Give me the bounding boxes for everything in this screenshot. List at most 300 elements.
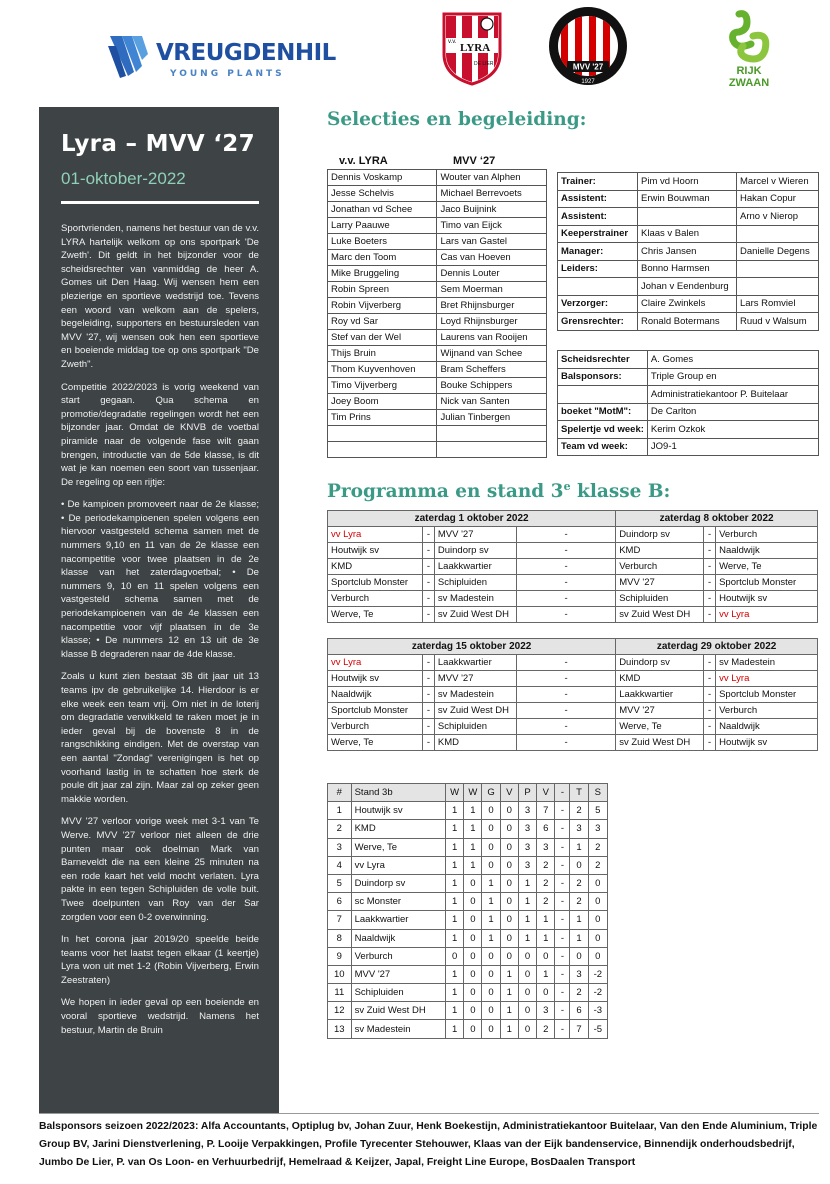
fixture-dash: -: [422, 591, 434, 607]
standings-value: 0: [482, 820, 500, 838]
fixture-dash: -: [516, 543, 615, 559]
fixture-dash: -: [704, 527, 716, 543]
staff-away: Lars Romviel: [737, 295, 819, 313]
fixture-team: Houtwijk sv: [716, 735, 818, 751]
standings-team: Laakkwartier: [351, 911, 445, 929]
standings-row: [328, 1020, 608, 1038]
staff-role: Keeperstrainer: [558, 225, 638, 243]
fixture-row: [328, 703, 818, 719]
standings-team: Werve, Te: [351, 838, 445, 856]
fixture-team: Sportclub Monster: [328, 575, 423, 591]
standings-value: 1: [537, 965, 555, 983]
fixture-dash: -: [516, 703, 615, 719]
fixture-team: vv Lyra: [328, 527, 423, 543]
staff-role: Trainer:: [558, 173, 638, 191]
fixture-team: sv Madestein: [434, 591, 516, 607]
selection-row: [328, 426, 547, 442]
standings-value: 1: [464, 838, 482, 856]
fixture-team: Schipluiden: [434, 719, 516, 735]
staff-row: [558, 243, 819, 261]
standings-value: 0: [464, 984, 482, 1002]
standings-value: 0: [500, 838, 518, 856]
standings-value: 1: [445, 1020, 463, 1038]
schedule-date-header: zaterdag 15 oktober 2022: [328, 639, 616, 655]
programma-heading-suffix: klasse B:: [570, 481, 671, 503]
home-team-label: v.v. LYRA: [339, 155, 388, 167]
standings-value: 0: [482, 1002, 500, 1020]
fixture-team: Duindorp sv: [616, 655, 704, 671]
info-value: A. Gomes: [647, 351, 818, 369]
standings-value: 2: [537, 1020, 555, 1038]
standings-value: 0: [588, 947, 607, 965]
selection-row: [328, 250, 547, 266]
standings-team: sv Madestein: [351, 1020, 445, 1038]
standings-value: 1: [445, 893, 463, 911]
sponsors-footer: Balsponsors seizoen 2022/2023: Alfa Accountants, Optiplug bv, Johan Zuur, Henk Boekestijn, Administratiekantoor Buitelaar, Van den Ende Aluminium, Triple Group BV, Jarini Dienstverlening, P. Looije Verpakkingen, Profile Tyrecenter Stehouwer, Klaas van der Eijk bandenservice, Binnendijk onderhoudsbedrijf, Jumbo De Lier, P. van Os Loon- en Verhuurbedrijf, Hemelraad & Keijzer, Japal, Freight Line Europe, BosDaalen Transport: [39, 1113, 819, 1172]
standings-value: 0: [500, 929, 518, 947]
standings-value: -: [555, 856, 570, 874]
selection-row: [328, 394, 547, 410]
staff-away: Marcel v Wieren: [737, 173, 819, 191]
standings-value: -3: [588, 1002, 607, 1020]
standings-value: 1: [445, 802, 463, 820]
fixture-team: Naaldwijk: [716, 543, 818, 559]
standings-value: 7: [328, 911, 352, 929]
fixture-team: sv Zuid West DH: [616, 735, 704, 751]
away-player: [437, 426, 547, 442]
standings-value: 0: [464, 893, 482, 911]
fixture-team: Houtwijk sv: [328, 671, 423, 687]
standings-value: -: [555, 820, 570, 838]
staff-row: [558, 313, 819, 331]
standings-team: vv Lyra: [351, 856, 445, 874]
info-value: Triple Group en: [647, 368, 818, 386]
home-player: Thom Kuyvenhoven: [328, 362, 437, 378]
fixture-dash: -: [422, 671, 434, 687]
fixture-dash: -: [422, 703, 434, 719]
fixture-dash: -: [704, 591, 716, 607]
standings-value: 0: [500, 893, 518, 911]
standings-value: 1: [445, 984, 463, 1002]
standings-value: 0: [464, 911, 482, 929]
fixture-dash: -: [704, 607, 716, 623]
staff-role: Assistent:: [558, 190, 638, 208]
staff-table: [557, 172, 819, 331]
staff-role: [558, 278, 638, 296]
info-row: [558, 421, 819, 439]
info-row: [558, 438, 819, 456]
staff-away: [737, 278, 819, 296]
standings-value: 10: [328, 965, 352, 983]
fixture-dash: -: [704, 559, 716, 575]
fixture-row: [328, 607, 818, 623]
fixture-team: MVV '27: [616, 703, 704, 719]
selection-row: [328, 378, 547, 394]
standings-value: 0: [464, 874, 482, 892]
away-player: Loyd Rhijnsburger: [437, 314, 547, 330]
fixture-team: Verburch: [616, 559, 704, 575]
standings-row: [328, 911, 608, 929]
info-label: boeket "MotM":: [558, 403, 648, 421]
schedule-header-row: [328, 639, 818, 655]
away-player: Laurens van Rooijen: [437, 330, 547, 346]
standings-value: 0: [500, 802, 518, 820]
standings-row: [328, 874, 608, 892]
standings-row: [328, 965, 608, 983]
standings-value: 0: [518, 1002, 536, 1020]
info-value: JO9-1: [647, 438, 818, 456]
standings-value: 1: [570, 838, 588, 856]
standings-value: -: [555, 965, 570, 983]
fixture-dash: -: [516, 591, 615, 607]
fixture-row: [328, 687, 818, 703]
away-player: Cas van Hoeven: [437, 250, 547, 266]
selection-row: [328, 186, 547, 202]
standings-value: -5: [588, 1020, 607, 1038]
intro-paragraph: Competitie 2022/2023 is vorig weekend van start gegaan. Qua schema en promotie/degradatie regelingen wordt het een bijzonder jaar. Omdat de KNVB de voetbal piramide naar de volgende fase wilt gaan brengen, introductie van de 5de klasse, is dit wat je kan noemen een soort van tussenjaar. De regeling op een rijtje:: [61, 381, 259, 488]
standings-header: W: [445, 784, 463, 802]
fixture-dash: -: [422, 719, 434, 735]
fixture-team: Sportclub Monster: [716, 575, 818, 591]
standings-value: -: [555, 1002, 570, 1020]
fixture-dash: -: [704, 671, 716, 687]
standings-value: 1: [445, 1002, 463, 1020]
info-row: [558, 403, 819, 421]
info-label: Balsponsors:: [558, 368, 648, 386]
standings-value: 2: [537, 856, 555, 874]
standings-value: 1: [464, 820, 482, 838]
fixture-dash: -: [704, 719, 716, 735]
mvv-crest-icon: [547, 5, 629, 87]
staff-home: Chris Jansen: [638, 243, 737, 261]
standings-value: -: [555, 1020, 570, 1038]
standings-value: 0: [482, 856, 500, 874]
selection-row: [328, 330, 547, 346]
fixture-dash: -: [422, 527, 434, 543]
staff-away: Arno v Nierop: [737, 208, 819, 226]
standings-row: [328, 893, 608, 911]
standings-header: T: [570, 784, 588, 802]
selection-row: [328, 218, 547, 234]
home-player: Stef van der Wel: [328, 330, 437, 346]
standings-value: 1: [518, 929, 536, 947]
home-player: Joey Boom: [328, 394, 437, 410]
standings-value: -: [555, 874, 570, 892]
standings-value: 3: [588, 820, 607, 838]
standings-value: 6: [328, 893, 352, 911]
standings-value: 3: [518, 838, 536, 856]
schedule-header-row: [328, 511, 818, 527]
standings-value: 0: [518, 984, 536, 1002]
staff-row: [558, 295, 819, 313]
selection-row: [328, 266, 547, 282]
fixture-row: [328, 543, 818, 559]
standings-value: 11: [328, 984, 352, 1002]
away-player: Wijnand van Schee: [437, 346, 547, 362]
standings-value: 2: [570, 802, 588, 820]
standings-value: -: [555, 893, 570, 911]
info-label: [558, 386, 648, 404]
fixture-team: sv Zuid West DH: [434, 607, 516, 623]
fixture-dash: -: [704, 687, 716, 703]
fixture-team: vv Lyra: [716, 671, 818, 687]
standings-value: 0: [464, 1002, 482, 1020]
staff-away: [737, 260, 819, 278]
standings-value: 7: [537, 802, 555, 820]
standings-value: 1: [445, 856, 463, 874]
fixture-team: Schipluiden: [616, 591, 704, 607]
standings-value: 8: [328, 929, 352, 947]
standings-value: -: [555, 984, 570, 1002]
fixture-dash: -: [422, 687, 434, 703]
away-player: Jaco Buijnink: [437, 202, 547, 218]
standings-value: 0: [482, 1020, 500, 1038]
fixture-team: vv Lyra: [716, 607, 818, 623]
standings-value: 1: [445, 874, 463, 892]
fixture-team: Naaldwijk: [716, 719, 818, 735]
home-player: Mike Bruggeling: [328, 266, 437, 282]
selection-row: [328, 442, 547, 458]
info-value: Kerim Ozkok: [647, 421, 818, 439]
fixture-team: Laakkwartier: [434, 655, 516, 671]
standings-value: 1: [445, 838, 463, 856]
standings-value: 0: [464, 929, 482, 947]
standings-value: -: [555, 802, 570, 820]
home-player: Roy vd Sar: [328, 314, 437, 330]
lyra-place: DE LIER: [474, 61, 494, 67]
standings-value: 0: [482, 947, 500, 965]
standings-value: 9: [328, 947, 352, 965]
standings-value: 1: [570, 911, 588, 929]
home-player: Tim Prins: [328, 410, 437, 426]
info-label: Spelertje vd week:: [558, 421, 648, 439]
standings-value: 0: [537, 984, 555, 1002]
info-row: [558, 351, 819, 369]
staff-home: Pim vd Hoorn: [638, 173, 737, 191]
staff-row: [558, 225, 819, 243]
standings-value: 0: [570, 947, 588, 965]
standings-row: [328, 820, 608, 838]
standings-header: #: [328, 784, 352, 802]
fixture-team: sv Zuid West DH: [434, 703, 516, 719]
standings-header: G: [482, 784, 500, 802]
standings-value: 2: [570, 984, 588, 1002]
fixture-dash: -: [516, 655, 615, 671]
standings-value: 1: [445, 911, 463, 929]
fixture-dash: -: [704, 655, 716, 671]
staff-row: [558, 173, 819, 191]
fixture-dash: -: [422, 543, 434, 559]
fixture-team: sv Madestein: [434, 687, 516, 703]
standings-value: 1: [518, 874, 536, 892]
standings-value: 1: [537, 929, 555, 947]
home-player: [328, 442, 437, 458]
fixture-team: Houtwijk sv: [328, 543, 423, 559]
fixture-dash: -: [516, 607, 615, 623]
standings-value: 0: [537, 947, 555, 965]
fixture-team: Werve, Te: [616, 719, 704, 735]
lyra-prefix: v.v.: [448, 39, 457, 45]
home-player: Thijs Bruin: [328, 346, 437, 362]
standings-value: 0: [588, 893, 607, 911]
staff-away: Hakan Copur: [737, 190, 819, 208]
home-player: Luke Boeters: [328, 234, 437, 250]
staff-row: [558, 260, 819, 278]
lyra-crest-icon: [440, 10, 504, 86]
standings-value: 12: [328, 1002, 352, 1020]
fixture-dash: -: [516, 719, 615, 735]
fixture-team: Laakkwartier: [616, 687, 704, 703]
standings-value: 5: [588, 802, 607, 820]
fixture-dash: -: [516, 559, 615, 575]
fixture-dash: -: [704, 735, 716, 751]
sidebar-divider: [61, 201, 259, 204]
standings-value: 3: [328, 838, 352, 856]
fixture-row: [328, 671, 818, 687]
standings-value: 0: [500, 820, 518, 838]
mvv-name: MVV '27: [572, 62, 604, 72]
standings-value: 2: [588, 856, 607, 874]
standings-value: 3: [537, 1002, 555, 1020]
rijk-zwaan-name: RIJK ZWAAN: [728, 65, 770, 89]
standings-value: 13: [328, 1020, 352, 1038]
selection-row: [328, 202, 547, 218]
fixture-row: [328, 575, 818, 591]
info-row: [558, 368, 819, 386]
mvv-year: 1927: [581, 79, 595, 85]
standings-value: 2: [328, 820, 352, 838]
staff-away: Ruud v Walsum: [737, 313, 819, 331]
away-team-label: MVV ‘27: [453, 155, 496, 167]
staff-home: Ronald Botermans: [638, 313, 737, 331]
standings-value: 1: [518, 911, 536, 929]
away-player: Bret Rhijnsburger: [437, 298, 547, 314]
standings-team: Schipluiden: [351, 984, 445, 1002]
standings-row: [328, 947, 608, 965]
programma-heading-sup: e: [563, 480, 571, 493]
selection-row: [328, 346, 547, 362]
fixture-team: MVV '27: [434, 527, 516, 543]
standings-value: 0: [500, 947, 518, 965]
standings-row: [328, 856, 608, 874]
selection-row: [328, 170, 547, 186]
standings-value: 0: [482, 984, 500, 1002]
selection-row: [328, 282, 547, 298]
standings-value: 1: [570, 929, 588, 947]
match-info-table: [557, 350, 819, 456]
standings-value: 1: [500, 1002, 518, 1020]
fixture-team: Houtwijk sv: [716, 591, 818, 607]
fixture-dash: -: [516, 735, 615, 751]
standings-value: 1: [464, 802, 482, 820]
selection-table: [327, 169, 547, 458]
standings-team: Houtwijk sv: [351, 802, 445, 820]
staff-away: [737, 225, 819, 243]
standings-value: 6: [537, 820, 555, 838]
fixture-team: KMD: [434, 735, 516, 751]
away-player: Wouter van Alphen: [437, 170, 547, 186]
staff-home: Bonno Harmsen: [638, 260, 737, 278]
info-row: [558, 386, 819, 404]
fixture-team: Verburch: [328, 591, 423, 607]
standings-value: 1: [445, 929, 463, 947]
standings-value: 0: [518, 965, 536, 983]
standings-team: sv Zuid West DH: [351, 1002, 445, 1020]
staff-home: Klaas v Balen: [638, 225, 737, 243]
schedule-table-2: [327, 638, 818, 751]
home-player: Robin Vijverberg: [328, 298, 437, 314]
standings-value: 2: [537, 893, 555, 911]
away-player: Timo van Eijck: [437, 218, 547, 234]
info-value: Administratiekantoor P. Buitelaar: [647, 386, 818, 404]
standings-value: 2: [588, 838, 607, 856]
info-label: Team vd week:: [558, 438, 648, 456]
fixture-team: Duindorp sv: [434, 543, 516, 559]
standings-value: 0: [500, 856, 518, 874]
staff-row: [558, 278, 819, 296]
standings-value: 6: [570, 1002, 588, 1020]
home-player: [328, 426, 437, 442]
fixture-team: sv Madestein: [716, 655, 818, 671]
fixture-dash: -: [516, 671, 615, 687]
fixture-dash: -: [422, 575, 434, 591]
standings-header: Stand 3b: [351, 784, 445, 802]
standings-value: -2: [588, 965, 607, 983]
standings-team: MVV '27: [351, 965, 445, 983]
standings-value: 0: [445, 947, 463, 965]
standings-value: 3: [537, 838, 555, 856]
fixture-row: [328, 559, 818, 575]
fixture-team: KMD: [616, 671, 704, 687]
standings-value: 0: [588, 874, 607, 892]
fixture-dash: -: [516, 687, 615, 703]
staff-role: Manager:: [558, 243, 638, 261]
standings-value: 0: [570, 856, 588, 874]
standings-team: Naaldwijk: [351, 929, 445, 947]
staff-role: Assistent:: [558, 208, 638, 226]
standings-team: Duindorp sv: [351, 874, 445, 892]
fixture-team: Verburch: [716, 703, 818, 719]
fixture-dash: -: [422, 559, 434, 575]
staff-row: [558, 190, 819, 208]
rijk-zwaan-leaf-icon: [717, 10, 781, 66]
standings-value: 3: [518, 856, 536, 874]
intro-paragraph: • De kampioen promoveert naar de 2e klasse; • De periodekampioenen spelen volgens een hiervoor vastgesteld schema samen met de nummers 9,10 en 11 van de 2e klasse een nacompetitie voor twee plaatsen in de 2e klasse van het zaterdagvoetbal; • De nummers 9, 10 en 11 spelen volgens een vastgesteld schema samen met de periodekampioenen van de 4e klassen een nacompetitie voor vijf plaatsen in de 3e klasse; • De nummers 12 en 13 uit de 3e klasse B degraderen naar de 4de klasse.: [61, 499, 259, 660]
away-player: Julian Tinbergen: [437, 410, 547, 426]
selection-row: [328, 298, 547, 314]
fixture-team: Laakkwartier: [434, 559, 516, 575]
intro-paragraph: MVV '27 verloor vorige week met 3-1 van Te Werve. MVV '27 verloor niet alleen de drie punten maar ook doelman Mark van Barneveldt die na een kleine 25 minuten na een rode kaart het veld mocht verlaten. Lyra pakte in een tegen Schipluiden de volle buit. Twee doelpunten van Roy van der Sar zorgden voor een 0-2 overwinning.: [61, 816, 259, 923]
fixture-dash: -: [704, 575, 716, 591]
standings-value: 0: [482, 838, 500, 856]
standings-value: 0: [500, 874, 518, 892]
standings-value: 0: [464, 947, 482, 965]
fixture-team: Duindorp sv: [616, 527, 704, 543]
fixture-team: Verburch: [716, 527, 818, 543]
standings-value: 0: [482, 802, 500, 820]
selection-row: [328, 410, 547, 426]
standings-value: 4: [328, 856, 352, 874]
standings-value: -: [555, 911, 570, 929]
fixture-row: [328, 719, 818, 735]
away-player: Michael Berrevoets: [437, 186, 547, 202]
standings-value: 1: [464, 856, 482, 874]
fixture-dash: -: [516, 575, 615, 591]
standings-value: 1: [445, 820, 463, 838]
standings-value: 1: [518, 893, 536, 911]
standings-value: 2: [537, 874, 555, 892]
standings-value: 2: [570, 874, 588, 892]
